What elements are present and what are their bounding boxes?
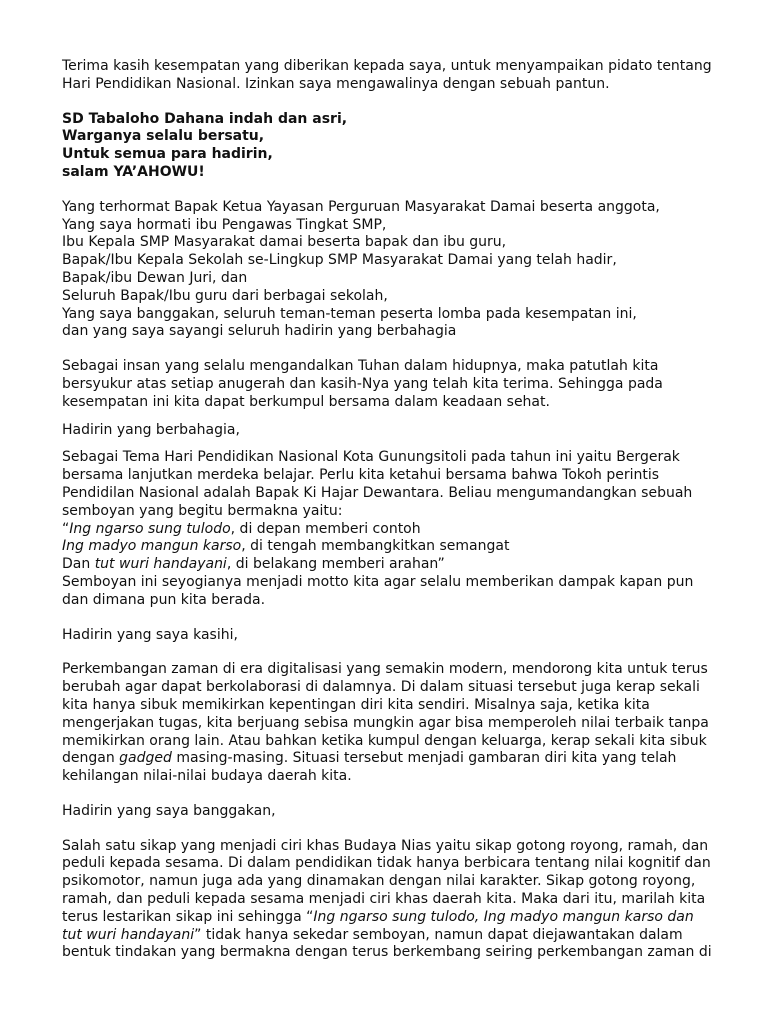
text-line: Bapak/Ibu Kepala Sekolah se-Lingkup SMP Masyarakat Damai yang telah hadir, (62, 252, 617, 269)
text-line: Yang terhormat Bapak Ketua Yayasan Perguruan Masyarakat Damai beserta anggota, (62, 198, 660, 215)
text-line: ramah, dan peduli kepada sesama menjadi ciri khas daerah kita. Maka dari itu, marilah kita (62, 891, 706, 908)
pantun-line: Warganya selalu bersatu, (62, 128, 265, 145)
text-run: Dan (62, 556, 95, 573)
text-line: peduli kepada sesama. Di dalam pendidikan tidak hanya berbicara tentang nilai kognitif dan (62, 855, 711, 872)
address-line (62, 803, 722, 821)
text-run: , di belakang memberi arahan” (226, 556, 445, 573)
text-line: Hari Pendidikan Nasional. Izinkan saya mengawalinya dengan sebuah pantun. (62, 75, 610, 92)
text-run: dengan (62, 750, 120, 767)
text-line: Sebagai Tema Hari Pendidikan Nasional Kota Gunungsitoli pada tahun ini yaitu Bergerak (62, 449, 680, 466)
text-run: terus lestarikan sikap ini sehingga “ (62, 908, 314, 925)
italic-phrase: Ing ngarso sung tulodo (69, 520, 231, 537)
intro-paragraph (62, 58, 722, 94)
text-line: Yang saya banggakan, seluruh teman-teman peserta lomba pada kesempatan ini, (62, 305, 637, 322)
motto-line (62, 556, 722, 574)
text-line (62, 927, 722, 945)
italic-phrase: tut wuri handayani (94, 556, 227, 573)
text-line: memikirkan orang lain. Atau bahkan ketika kumpul dengan keluarga, kerap sekali kita sibuk (62, 732, 707, 749)
gratitude-paragraph (62, 358, 722, 411)
pantun-line: Untuk semua para hadirin, (62, 146, 273, 163)
pantun-verse (62, 111, 722, 182)
pantun-line: salam YA’AHOWU! (62, 163, 205, 180)
text-run: , di tengah membangkitkan semangat (241, 538, 510, 555)
text-line: berubah agar dapat berkolaborasi di dalamnya. Di dalam situasi tersebut juga kerap sekali (62, 679, 700, 696)
text-run: , di depan memberi contoh (230, 520, 421, 537)
text-line: kesempatan ini kita dapat berkumpul bersama dalam keadaan sehat. (62, 393, 550, 410)
text-line: Bapak/ibu Dewan Juri, dan (62, 269, 248, 286)
text-line: semboyan yang begitu bermakna yaitu: (62, 502, 343, 519)
text-run: “ (62, 520, 70, 537)
text-line: kehilangan nilai-nilai budaya daerah kita. (62, 768, 352, 785)
text-line: Salah satu sikap yang menjadi ciri khas Budaya Nias yaitu sikap gotong royong, ramah, dan (62, 837, 709, 854)
text-line: Seluruh Bapak/Ibu guru dari berbagai sekolah, (62, 287, 388, 304)
text-line: Ibu Kepala SMP Masyarakat damai beserta bapak dan ibu guru, (62, 234, 507, 251)
text-line: Terima kasih kesempatan yang diberikan kepada saya, untuk menyampaikan pidato tentang (62, 58, 712, 74)
text-line: Hadirin yang saya banggakan, (62, 802, 276, 819)
digital-paragraph (62, 661, 722, 786)
text-line: Yang saya hormati ibu Pengawas Tingkat SMP, (62, 216, 387, 233)
text-line: Hadirin yang berbahagia, (62, 421, 240, 438)
text-line: kita hanya sibuk memikirkan kepentingan diri kita sendiri. Misalnya saja, ketika kita (62, 696, 650, 713)
theme-paragraph (62, 449, 722, 609)
culture-paragraph (62, 838, 722, 963)
text-line (62, 750, 722, 768)
motto-line (62, 538, 722, 556)
text-line: bersama lanjutkan merdeka belajar. Perlu kita ketahui bersama bahwa Tokoh perintis (62, 467, 660, 484)
pantun-line: SD Tabaloho Dahana indah dan asri, (62, 110, 348, 127)
italic-phrase: gadged (119, 750, 172, 767)
text-run: masing-masing. Situasi tersebut menjadi gambaran diri kita yang telah (171, 750, 677, 767)
italic-phrase: Ing madyo mangun karso (62, 538, 242, 555)
text-line: Semboyan ini seyogianya menjadi motto kita agar selalu memberikan dampak kapan pun (62, 573, 694, 590)
address-line (62, 627, 722, 645)
text-line: Pendidilan Nasional adalah Bapak Ki Hajar Dewantara. Beliau mengumandangkan sebuah (62, 484, 693, 501)
greetings-paragraph (62, 199, 722, 341)
speech-document (62, 58, 722, 962)
text-line: Perkembangan zaman di era digitalisasi yang semakin modern, mendorong kita untuk terus (62, 661, 708, 678)
text-line: Hadirin yang saya kasihi, (62, 626, 238, 643)
text-line: psikomotor, namun juga ada yang dinamakan dengan nilai karakter. Sikap gotong royong, (62, 873, 696, 890)
text-line: dan yang saya sayangi seluruh hadirin yang berbahagia (62, 323, 457, 340)
text-line: dan dimana pun kita berada. (62, 591, 266, 608)
text-line: bersyukur atas setiap anugerah dan kasih-Nya yang telah kita terima. Sehingga pada (62, 375, 663, 392)
text-line (62, 909, 722, 927)
address-line (62, 422, 722, 440)
italic-phrase: Ing ngarso sung tulodo, Ing madyo mangun karso dan (313, 908, 694, 925)
text-line: Sebagai insan yang selalu mengandalkan Tuhan dalam hidupnya, maka patutlah kita (62, 358, 659, 375)
text-line: bentuk tindakan yang bermakna dengan terus berkembang seiring perkembangan zaman di (62, 944, 712, 961)
motto-line (62, 521, 722, 539)
text-run: ” tidak hanya sekedar semboyan, namun dapat diejawantakan dalam (194, 926, 683, 943)
text-line: mengerjakan tugas, kita berjuang sebisa mungkin agar bisa memperoleh nilai terbaik tanpa (62, 714, 709, 731)
italic-phrase: tut wuri handayani (62, 926, 195, 943)
